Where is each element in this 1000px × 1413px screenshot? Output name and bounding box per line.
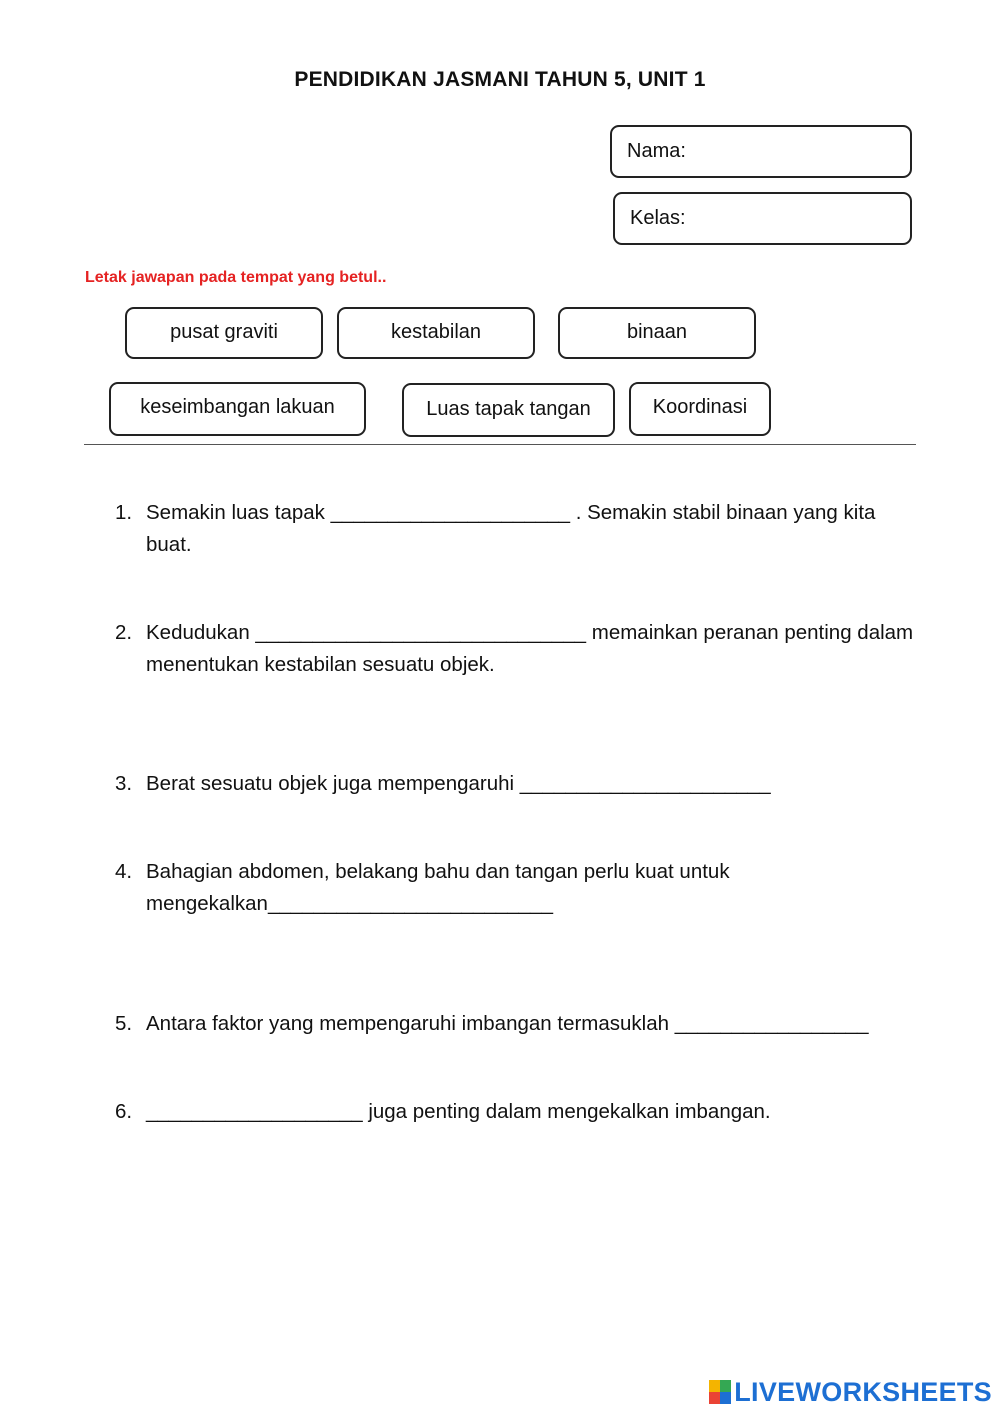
question-number: 4. [115,860,133,883]
question-number: 5. [115,1012,133,1035]
question-text: Bahagian abdomen, belakang bahu dan tangan perlu kuat untuk mengekalkan_________________________ [146,860,730,915]
liveworksheets-logo [709,1376,992,1408]
question-5 [115,1008,915,1040]
question-text: Semakin luas tapak _____________________ . Semakin stabil binaan yang kita buat. [146,501,876,556]
class-field[interactable] [613,192,912,245]
answer-chip-binaan[interactable]: binaan [558,307,756,359]
question-2 [115,617,915,681]
question-number: 3. [115,772,133,795]
question-4 [115,856,915,920]
name-label: Nama: [627,140,686,162]
divider [84,444,916,445]
answer-chip-koordinasi[interactable]: Koordinasi [629,382,771,436]
answer-chip-pusat-graviti[interactable]: pusat graviti [125,307,323,359]
logo-text: LIVEWORKSHEETS [734,1376,992,1407]
question-number: 6. [115,1100,133,1123]
name-field[interactable] [610,125,912,178]
liveworksheets-logo-icon [709,1380,731,1404]
instruction-text: Letak jawapan pada tempat yang betul.. [85,269,387,286]
page-title: PENDIDIKAN JASMANI TAHUN 5, UNIT 1 [294,68,706,91]
answer-chip-luas-tapak-tangan[interactable]: Luas tapak tangan [402,383,615,437]
question-text: Berat sesuatu objek juga mempengaruhi ______________________ [146,772,771,795]
question-text: Antara faktor yang mempengaruhi imbangan termasuklah _________________ [146,1012,869,1035]
question-1 [115,497,915,561]
answer-chip-keseimbangan-lakuan[interactable]: keseimbangan lakuan [109,382,366,436]
question-number: 2. [115,621,133,644]
question-number: 1. [115,501,133,524]
question-text: ___________________ juga penting dalam mengekalkan imbangan. [146,1100,771,1123]
question-text: Kedudukan _____________________________ memainkan peranan penting dalam menentukan kestabilan sesuatu objek. [146,621,914,676]
question-6 [115,1096,915,1128]
answer-chip-kestabilan[interactable]: kestabilan [337,307,535,359]
question-3 [115,768,915,800]
class-label: Kelas: [630,207,686,229]
